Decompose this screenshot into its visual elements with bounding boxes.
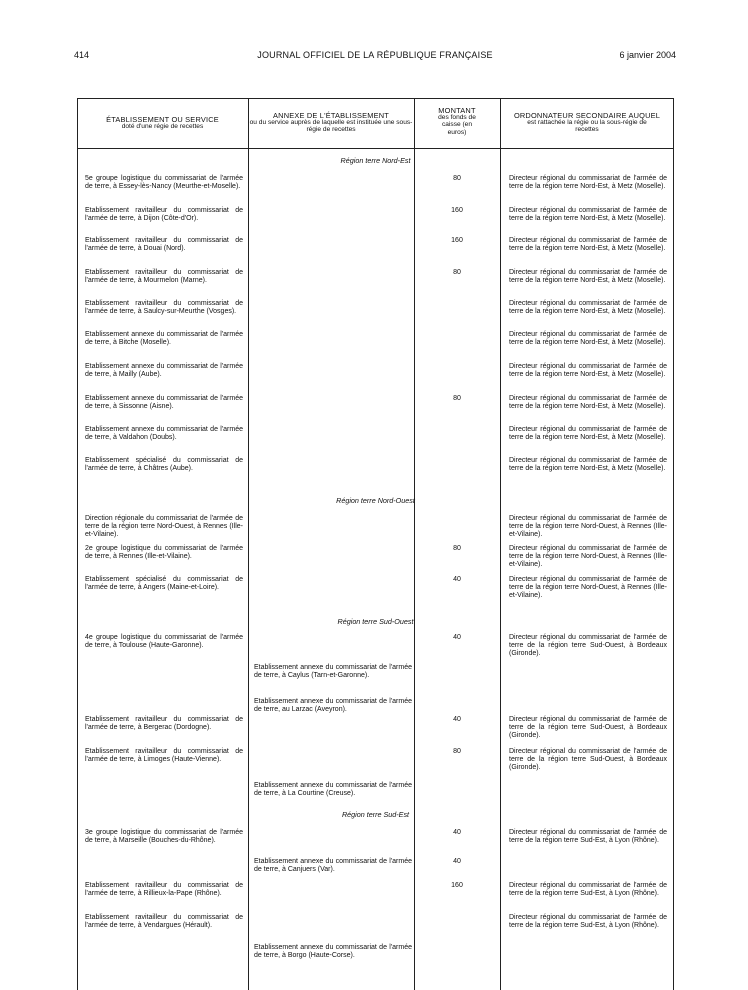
ordonnateur-cell: Directeur régional du commissariat de l'armée de terre de la région terre Nord-Est, à Metz (Moselle). [509,207,667,223]
column-header-sub: est rattachée la régie ou la sous-régie de recettes [527,119,647,134]
annexe-cell: Etablissement annexe du commissariat de l'armée de terre, à Canjuers (Var). [254,858,412,874]
ordonnateur-cell: Directeur régional du commissariat de l'armée de terre de la région terre Nord-Est, à Metz (Moselle). [509,426,667,442]
ordonnateur-cell: Directeur régional du commissariat de l'armée de terre de la région terre Nord-Est, à Metz (Moselle). [509,363,667,379]
montant-cell: 160 [451,207,463,214]
annexe-cell: Etablissement annexe du commissariat de l'armée de terre, à La Courtine (Creuse). [254,782,412,798]
table-right-rule [673,98,674,990]
ordonnateur-cell: Directeur régional du commissariat de l'armée de terre de la région terre Nord-Est, à Metz (Moselle). [509,175,667,191]
column-header-montant [415,107,499,136]
ordonnateur-cell: Directeur régional du commissariat de l'armée de terre de la région terre Nord-Est, à Metz (Moselle). [509,237,667,253]
montant-cell: 160 [451,237,463,244]
etablissement-cell: Etablissement ravitailleur du commissariat de l'armée de terre, à Rillieux-la-Pape (Rhône). [85,882,243,898]
montant-cell: 160 [451,882,463,889]
table-top-rule [77,98,674,99]
column-header-annexe [249,112,413,134]
etablissement-cell: Etablissement annexe du commissariat de l'armée de terre, à Valdahon (Doubs). [85,426,243,442]
annexe-cell: Etablissement annexe du commissariat de l'armée de terre, à Caylus (Tarn-et-Garonne). [254,664,412,680]
regies-table [77,98,674,990]
header-bottom-rule [77,148,674,149]
page-header [74,50,676,64]
etablissement-cell: Etablissement ravitailleur du commissariat de l'armée de terre, à Douai (Nord). [85,237,243,253]
etablissement-cell: Etablissement ravitailleur du commissariat de l'armée de terre, à Saulcy-sur-Meurthe (Vosges). [85,300,243,316]
etablissement-cell: 5e groupe logistique du commissariat de l'armée de terre, à Essey-lès-Nancy (Meurthe-et-Moselle). [85,175,243,191]
montant-cell: 40 [453,634,461,641]
ordonnateur-cell: Directeur régional du commissariat de l'armée de terre de la région terre Sud-Est, à Lyon (Rhône). [509,914,667,930]
column-header-etablissement [77,116,248,130]
column-rule-3 [500,98,501,990]
column-rule-2 [414,98,415,990]
column-rule-1 [248,98,249,990]
page-number: 414 [74,50,90,60]
etablissement-cell: Etablissement ravitailleur du commissariat de l'armée de terre, à Mourmelon (Marne). [85,269,243,285]
ordonnateur-cell: Directeur régional du commissariat de l'armée de terre de la région terre Nord-Est, à Metz (Moselle). [509,457,667,473]
ordonnateur-cell: Directeur régional du commissariat de l'armée de terre de la région terre Nord-Est, à Metz (Moselle). [509,300,667,316]
etablissement-cell: Etablissement ravitailleur du commissariat de l'armée de terre, à Limoges (Haute-Vienne). [85,748,243,764]
etablissement-cell: Etablissement ravitailleur du commissariat de l'armée de terre, à Vendargues (Hérault). [85,914,243,930]
ordonnateur-cell: Directeur régional du commissariat de l'armée de terre de la région terre Nord-Ouest, à Rennes (Ille-et-Vilaine). [509,515,667,539]
montant-cell: 80 [453,175,461,182]
column-header-ordonnateur [501,112,673,134]
column-header-main: ANNEXE DE L'ÉTABLISSEMENT [273,111,389,120]
ordonnateur-cell: Directeur régional du commissariat de l'armée de terre de la région terre Sud-Est, à Lyon (Rhône). [509,882,667,898]
annexe-cell: Etablissement annexe du commissariat de l'armée de terre, au Larzac (Aveyron). [254,698,412,714]
etablissement-cell: Etablissement annexe du commissariat de l'armée de terre, à Sissonne (Aisne). [85,395,243,411]
montant-cell: 40 [453,716,461,723]
etablissement-cell: Etablissement spécialisé du commissariat de l'armée de terre, à Châtres (Aube). [85,457,243,473]
ordonnateur-cell: Directeur régional du commissariat de l'armée de terre de la région terre Nord-Est, à Metz (Moselle). [509,331,667,347]
etablissement-cell: 3e groupe logistique du commissariat de l'armée de terre, à Marseille (Bouches-du-Rhône). [85,829,243,845]
ordonnateur-cell: Directeur régional du commissariat de l'armée de terre de la région terre Nord-Est, à Metz (Moselle). [509,269,667,285]
etablissement-cell: Etablissement annexe du commissariat de l'armée de terre, à Bitche (Moselle). [85,331,243,347]
region-heading: Région terre Sud-Ouest [337,617,414,626]
column-header-sub: doté d'une régie de recettes [121,123,204,131]
journal-title: JOURNAL OFFICIEL DE LA RÉPUBLIQUE FRANÇAISE [257,50,493,60]
ordonnateur-cell: Directeur régional du commissariat de l'armée de terre de la région terre Nord-Ouest, à Rennes (Ille-et-Vilaine). [509,545,667,569]
ordonnateur-cell: Directeur régional du commissariat de l'armée de terre de la région terre Sud-Est, à Lyon (Rhône). [509,829,667,845]
column-header-main: MONTANT [438,106,476,115]
montant-cell: 40 [453,829,461,836]
montant-cell: 80 [453,545,461,552]
column-header-sub: des fonds de caisse (en euros) [438,114,476,136]
ordonnateur-cell: Directeur régional du commissariat de l'armée de terre de la région terre Nord-Est, à Metz (Moselle). [509,395,667,411]
montant-cell: 40 [453,858,461,865]
etablissement-cell: Etablissement ravitailleur du commissariat de l'armée de terre, à Bergerac (Dordogne). [85,716,243,732]
etablissement-cell: 2e groupe logistique du commissariat de l'armée de terre, à Rennes (Ille-et-Vilaine). [85,545,243,561]
etablissement-cell: Etablissement spécialisé du commissariat de l'armée de terre, à Angers (Maine-et-Loire). [85,576,243,592]
ordonnateur-cell: Directeur régional du commissariat de l'armée de terre de la région terre Sud-Ouest, à Bordeaux (Gironde). [509,716,667,740]
region-heading: Région terre Nord-Est [340,156,411,165]
montant-cell: 80 [453,748,461,755]
etablissement-cell: 4e groupe logistique du commissariat de l'armée de terre, à Toulouse (Haute-Garonne). [85,634,243,650]
column-header-main: ÉTABLISSEMENT OU SERVICE [106,115,219,124]
etablissement-cell: Direction régionale du commissariat de l'armée de terre de la région terre Nord-Ouest, à Rennes (Ille-et-Vilaine). [85,515,243,539]
column-header-sub: ou du service auprès de laquelle est instituée une sous-régie de recettes [249,119,413,134]
region-heading: Région terre Nord-Ouest [336,496,415,505]
ordonnateur-cell: Directeur régional du commissariat de l'armée de terre de la région terre Sud-Ouest, à Bordeaux (Gironde). [509,634,667,658]
montant-cell: 40 [453,576,461,583]
ordonnateur-cell: Directeur régional du commissariat de l'armée de terre de la région terre Sud-Ouest, à Bordeaux (Gironde). [509,748,667,772]
table-left-rule [77,98,78,990]
etablissement-cell: Etablissement annexe du commissariat de l'armée de terre, à Mailly (Aube). [85,363,243,379]
annexe-cell: Etablissement annexe du commissariat de l'armée de terre, à Borgo (Haute-Corse). [254,944,412,960]
etablissement-cell: Etablissement ravitailleur du commissariat de l'armée de terre, à Dijon (Côte-d'Or). [85,207,243,223]
montant-cell: 80 [453,395,461,402]
ordonnateur-cell: Directeur régional du commissariat de l'armée de terre de la région terre Nord-Ouest, à Rennes (Ille-et-Vilaine). [509,576,667,600]
region-heading: Région terre Sud-Est [341,810,410,819]
publication-date: 6 janvier 2004 [619,50,676,60]
column-header-main: ORDONNATEUR SECONDAIRE AUQUEL [513,111,661,120]
montant-cell: 80 [453,269,461,276]
